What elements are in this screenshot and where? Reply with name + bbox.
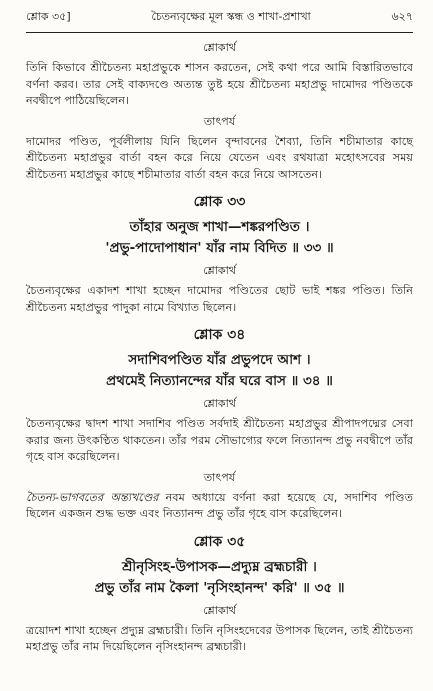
book-title: চৈতন্য-ভাগবতের অন্ত্যখণ্ডের [26,490,159,504]
section-heading: শ্লোকার্থ [203,603,236,617]
verse-number: শ্লোক ৩৩ [193,194,246,210]
section-heading: শ্লোকার্থ [203,397,236,410]
verse-number: শ্লোক ৩৪ [193,327,246,343]
header-chapter-title: চৈতন্যবৃক্ষের মূল স্কন্ধ ও শাখা-প্রশাখা [151,10,311,23]
verse-line: প্রভু তাঁর নাম কৈলা 'নৃসিংহানন্দ' করি' ॥ ৩৫ ॥ [94,579,345,596]
verse-line: তাঁহার অনুজ শাখা—শঙ্করপণ্ডিত । [129,219,310,235]
header-page-number: ৬২৭ [391,10,413,23]
verse-line: প্রথমেই নিত্যানন্দের যাঁর ঘরে বাস ॥ ৩৪ ॥ [106,373,333,389]
page-header [26,0,413,27]
section-heading: তাৎপর্য [203,470,236,484]
paragraph: তিনি কিভাবে শ্রীচৈতন্য মহাপ্রভুকে শাসন করতেন, সেই কথা পরে আমি বিস্তারিতভাবে বর্ণনা করব। তার সেই বাক্যদণ্ডে অত্যন্ত তুষ্ট হয়ে শ্রীচৈতন্য মহাপ্রভু দামোদর পণ্ডিতকে নবদ্বীপে পাঠিয়েছিলেন। [26,61,413,107]
paragraph: চৈতন্যবৃক্ষের দ্বাদশ শাখা সদাশিব পণ্ডিত সর্বদাই শ্রীচৈতন্য মহাপ্রভুর শ্রীপাদপদ্মের সেবা করার জন্য উৎকণ্ঠিত থাকতেন। তাঁর পরম সৌভাগ্যের ফলে নিত্যানন্দ প্রভু নবদ্বীপে তাঁর গৃহে বাস করেছিলেন। [26,417,413,463]
verse-line: 'প্রভু-পাদোপাধান' যাঁর নাম বিদিত ॥ ৩৩ ॥ [105,240,334,256]
verse-line: সদাশিবপণ্ডিত যাঁর প্রভুপদে আশ । [128,352,311,368]
paragraph-text: নবম অধ্যায়ে বর্ণনা করা হয়েছে যে, সদাশিব পণ্ডিত ছিলেন একজন শুদ্ধ ভক্ত এবং নিত্যানন্দ প্রভু তাঁর গৃহে বাস করেছিলেন। [26,490,414,520]
verse-line: শ্রীনৃসিংহ-উপাসক—প্রদ্যুম্ন ব্রহ্মচারী । [122,558,317,575]
section-heading: শ্লোকার্থ [203,41,236,54]
header-rule [26,32,413,33]
verse-number: শ্লোক ৩৫ [193,533,246,550]
paragraph: চৈতন্যবৃক্ষের একাদশ শাখা হচ্ছেন দামোদর পণ্ডিতের ছোট ভাই শঙ্কর পণ্ডিত। তিনি শ্রীচৈতন্য মহাপ্রভুর পাদুকা নামে বিখ্যাত ছিলেন। [26,284,413,314]
header-verse-ref: শ্লোক ৩৫] [26,10,71,23]
section-heading: তাৎপর্য [203,114,236,128]
paragraph: দামোদর পণ্ডিত, পূর্বলীলায় যিনি ছিলেন বৃন্দাবনের শৈব্যা, তিনি শচীমাতার কাছে শ্রীচৈতন্য মহাপ্রভুর বার্তা বহন করে নিয়ে যেতেন এবং রথযাত্রা মহোৎসবের সময় শ্রীচৈতন্য মহাপ্রভুর কাছে শচীমাতার বার্তা বহন করে নিয়ে আসতেন। [26,134,413,181]
paragraph: ত্রয়োদশ শাখা হচ্ছেন প্রদ্যুম্ন ব্রহ্মচারী। তিনি নৃসিংহদেবের উপাসক ছিলেন, তাই শ্রীচৈতন্য মহাপ্রভু তাঁর নাম দিয়েছিলেন নৃসিংহানন্দ ব্রহ্মচারী। [26,623,413,653]
paragraph [26,490,413,523]
section-heading: শ্লোকার্থ [203,264,236,277]
